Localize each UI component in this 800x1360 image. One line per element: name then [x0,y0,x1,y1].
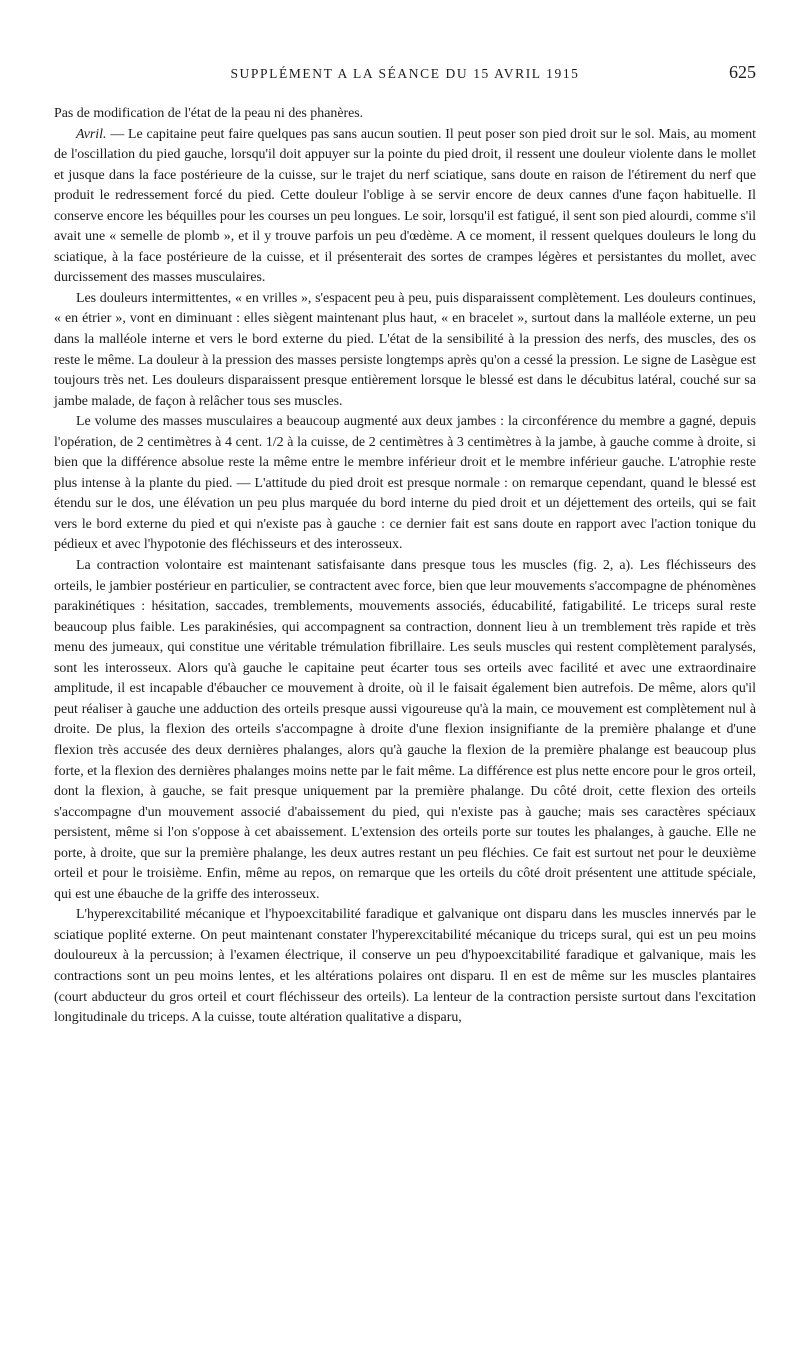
paragraph-6 [54,905,756,1028]
paragraph-1 [54,104,756,125]
paragraph-1-text: Pas de modification de l'état de la peau ni des phanères. [54,106,364,121]
paragraph-3-text: Les douleurs intermittentes, « en vrilles », s'espacent peu à peu, puis disparaissent complètement. Les douleurs continues, « en étrier », vont en diminuant : elles siègent maintenant plus haut, « en bracelet », surtout dans la malléole externe, un peu dans la malléole interne et vers le bord externe du pied. L'état de la sensibilité à la pression des nerfs, des muscles, des os reste le même. La douleur à la pression des masses persiste longtemps après qu'on a cessé la pression. Le signe de Lasègue est toujours très net. Les douleurs disparaissent presque entièrement lorsque le blessé est dans le décubitus latéral, couché sur sa jambe malade, de façon à relâcher tous ses muscles. [54,290,756,409]
paragraph-2-lead: Avril. [76,126,107,142]
paragraph-3 [54,289,756,412]
body-text [54,104,756,1029]
paragraph-2 [54,125,756,289]
running-title: SUPPLÉMENT A LA SÉANCE DU 15 AVRIL 1915 [230,66,580,81]
paragraph-4-text: Le volume des masses musculaires a beaucoup augmenté aux deux jambes : la circonférence du membre a gagné, depuis l'opération, de 2 centimètres à 4 cent. 1/2 à la cuisse, de 2 centimètres à 3 centimètres à la jambe, à gauche comme à droite, si bien que la différence absolue reste la même entre le membre inférieur droit et le membre inférieur gauche. L'atrophie reste plus intense à la plante du pied. — L'attitude du pied droit est presque normale : on remarque cependant, quand le blessé est étendu sur le dos, une élévation un peu plus marquée du bord interne du pied droit et un déjettement des orteils, qui se fait vers le bord externe du pied et qui n'existe pas à gauche : ce dernier fait est sans doute en rapport avec l'action tonique du pédieux et avec l'hypotonie des fléchisseurs et des interosseux. [54,414,756,553]
paragraph-6-text: L'hyperexcitabilité mécanique et l'hypoexcitabilité faradique et galvanique ont disparu dans les muscles innervés par le sciatique poplité externe. On peut maintenant constater l'hyperexcitabilité mécanique du triceps sural, qui est un peu moins douloureux à la percussion; à l'examen électrique, il conserve un peu d'hypoexcitabilité faradique et galvanique, mais les contractions sont un peu moins lentes, et les altérations polaires ont disparu. Il en est de même sur les muscles plantaires (court abducteur du gros orteil et court fléchisseur des orteils). La lenteur de la contraction persiste surtout dans l'excitation longitudinale du triceps. A la cuisse, toute altération qualitative a disparu, [54,907,756,1026]
paragraph-4 [54,412,756,556]
paragraph-5 [54,556,756,905]
paragraph-5-text: La contraction volontaire est maintenant satisfaisante dans presque tous les muscles (fig. 2, a). Les fléchisseurs des orteils, le jambier postérieur en particulier, se contractent avec force, bien que leur mouvements s'accompagne de phénomènes parakinétiques : hésitation, saccades, tremblements, mouvements associés, éducabilité, fatigabilité. Le triceps sural reste beaucoup plus faible. Les parakinésies, qui accompagnent sa contraction, donnent lieu à un tremblement très rapide et très menu des jumeaux, qui constitue une véritable trémulation fibrillaire. Les seuls muscles qui restent complètement paralysés, sont les interosseux. Alors qu'à gauche le capitaine peut écarter tous ses orteils avec facilité et avec une extraordinaire amplitude, il est incapable d'ébaucher ce mouvement à droite, où il le faisait également bien autrefois. De même, alors qu'il peut réaliser à gauche une adduction des orteils presque aussi vigoureuse qu'à la main, ce mouvement est complètement nul à droite. De plus, la flexion des orteils s'accompagne à droite d'une flexion insignifiante de la première phalange et d'une flexion très accusée des deux dernières phalanges, alors qu'à gauche la flexion de la première phalange est beaucoup plus forte, et la flexion des dernières phalanges moins nette par le fait même. La différence est plus nette encore pour le gros orteil, dont la flexion, à gauche, se fait presque uniquement par la première phalange. Du côté droit, cette flexion des orteils s'accompagne d'un mouvement associé d'abaissement du pied, qui n'existe pas à gauche; mais ses caractères spéciaux persistent, même si l'on s'oppose à cet abaissement. L'extension des orteils porte sur toutes les phalanges, à gauche. Elle ne porte, à droite, que sur la première phalange, les deux autres restant un peu fléchies. Ce fait est surtout net pour le deuxième orteil et pour le troisième. Enfin, même au repos, on remarque que les orteils du côté droit présentent une attitude spéciale, qui est une ébauche de la griffe des interosseux. [54,558,756,902]
page-number: 625 [729,62,756,82]
running-header [54,62,756,90]
paragraph-2-text: — Le capitaine peut faire quelques pas sans aucun soutien. Il peut poser son pied droit sur le sol. Mais, au moment de l'oscillation du pied gauche, lorsqu'il doit appuyer sur la pointe du pied droit, il ressent une douleur violente dans le mollet et jusque dans la face postérieure de la cuisse, sur le trajet du nerf sciatique, sans doute en raison de l'étirement du nerf que produit le redressement forcé du pied. Cette douleur l'oblige à se servir encore de deux cannes d'une façon habituelle. Il conserve encore les béquilles pour les courses un peu longues. Le soir, lorsqu'il est fatigué, il sent son pied alourdi, comme s'il avait une « semelle de plomb », et il y trouve parfois un peu d'œdème. A ce moment, il ressent quelques douleurs le long du sciatique, à la face postérieure de la cuisse, et il présenterait des sortes de crampes légères et persistantes du mollet, avec durcissement des masses musculaires. [54,126,756,286]
